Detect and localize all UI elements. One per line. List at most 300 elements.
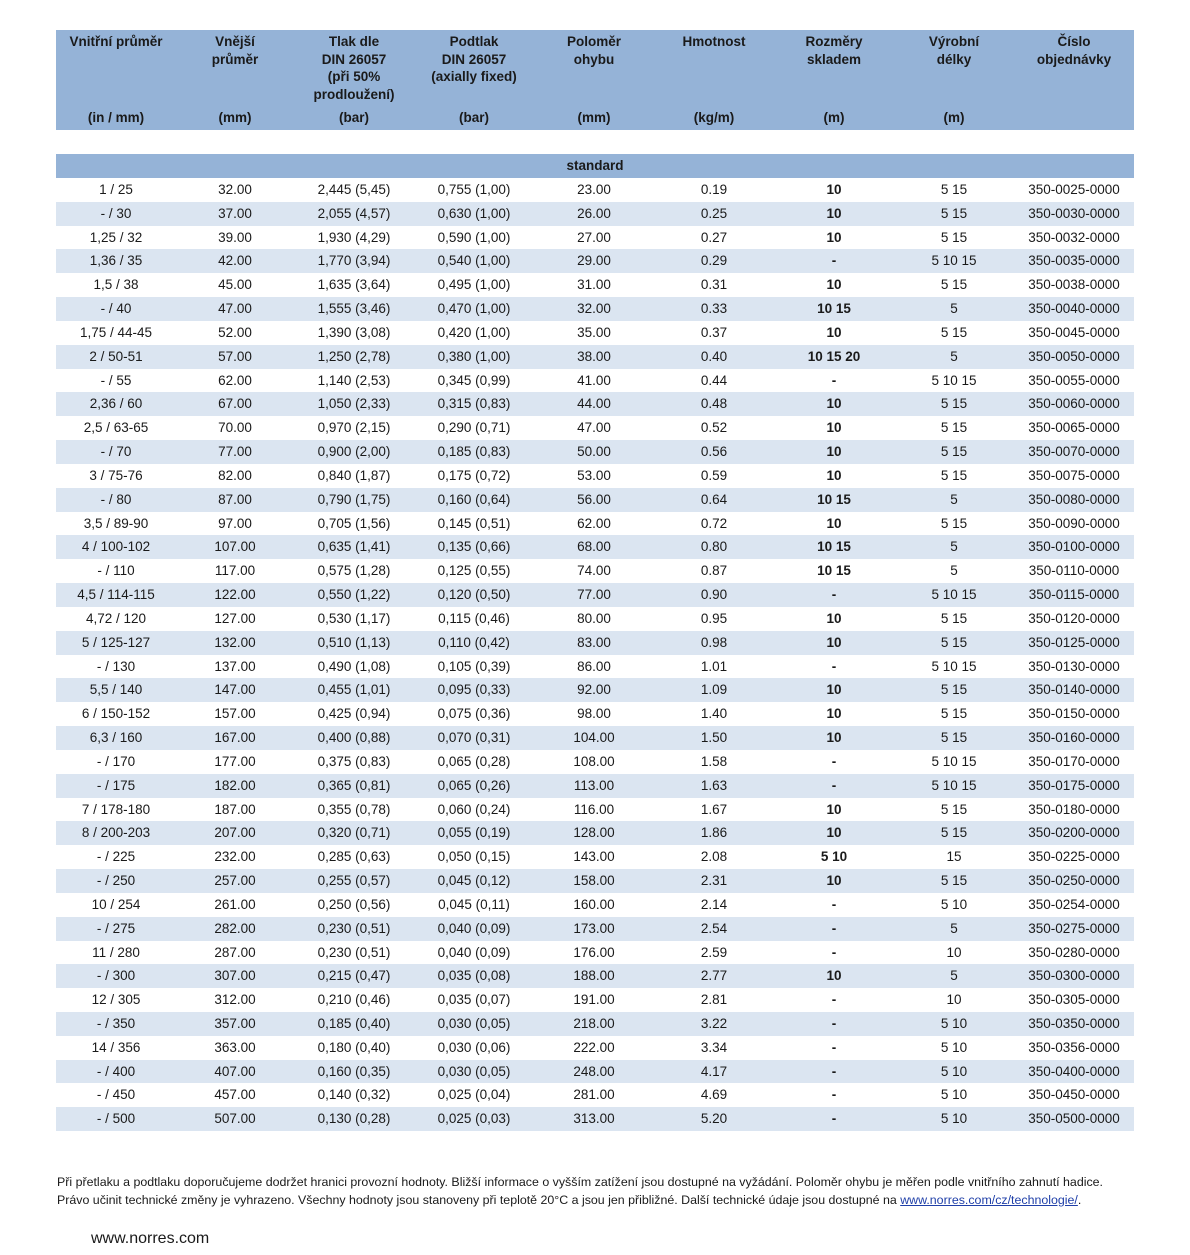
cell-bend-radius: 188.00 [573, 968, 615, 984]
cell-bend-radius: 23.00 [577, 182, 611, 197]
cell-order-number: 350-0400-0000 [1028, 1063, 1120, 1079]
cell-vacuum: 0,380 (1,00) [437, 348, 511, 364]
table-row [56, 440, 1134, 464]
cell-stock-sizes: 10 15 [817, 491, 851, 507]
cell-production-lengths: 5 [950, 491, 958, 507]
cell-order-number: 350-0032-0000 [1028, 229, 1120, 245]
cell-outer-diameter: 45.00 [218, 277, 252, 293]
table-row [56, 178, 1134, 202]
cell-bend-radius: 29.00 [577, 253, 611, 269]
table-row [56, 726, 1134, 750]
header-inner-diameter [56, 30, 176, 130]
cell-pressure: 0,160 (0,35) [317, 1063, 391, 1079]
cell-order-number: 350-0030-0000 [1028, 205, 1120, 221]
cell-production-lengths: 5 10 [940, 1039, 968, 1055]
cell-inner-diameter: - / 175 [96, 777, 136, 793]
cell-outer-diameter: 407.00 [214, 1063, 256, 1079]
cell-weight: 0.56 [700, 444, 728, 460]
cell-bend-radius: 313.00 [573, 1111, 615, 1127]
cell-inner-diameter: 2,36 / 60 [89, 396, 143, 412]
cell-production-lengths: 5 15 [940, 730, 968, 746]
cell-outer-diameter: 47.00 [218, 301, 252, 317]
cell-stock-sizes: - [831, 1015, 837, 1031]
cell-vacuum: 0,495 (1,00) [437, 277, 511, 293]
cell-bend-radius: 32.00 [577, 301, 611, 317]
cell-stock-sizes: - [831, 753, 837, 769]
cell-stock-sizes: 10 15 [817, 301, 851, 317]
cell-weight: 1.67 [700, 801, 728, 817]
table-row [56, 1012, 1134, 1036]
cell-weight: 0.25 [700, 205, 728, 221]
cell-pressure: 0,510 (1,13) [317, 634, 391, 650]
table-row [56, 607, 1134, 631]
cell-vacuum: 0,145 (0,51) [437, 515, 511, 531]
cell-stock-sizes: - [831, 992, 837, 1008]
cell-production-lengths: 5 10 [940, 1063, 968, 1079]
cell-stock-sizes: - [831, 944, 837, 960]
header-unit: (mm) [577, 110, 611, 125]
table-row [56, 273, 1134, 297]
table-row [56, 1036, 1134, 1060]
cell-weight: 2.59 [700, 944, 728, 960]
cell-outer-diameter: 107.00 [214, 539, 256, 555]
cell-outer-diameter: 457.00 [214, 1087, 256, 1103]
cell-vacuum: 0,030 (0,05) [437, 1015, 511, 1031]
cell-bend-radius: 41.00 [577, 372, 611, 388]
header-production-lengths [894, 30, 1014, 130]
cell-vacuum: 0,045 (0,11) [438, 896, 510, 912]
cell-inner-diameter: 5,5 / 140 [89, 682, 143, 698]
cell-order-number: 350-0050-0000 [1028, 348, 1120, 364]
cell-order-number: 350-0080-0000 [1028, 491, 1120, 507]
cell-production-lengths: 5 [950, 563, 958, 579]
table-row [56, 392, 1134, 416]
cell-production-lengths: 5 15 [940, 229, 968, 245]
cell-production-lengths: 5 10 15 [931, 777, 977, 793]
header-unit: (kg/m) [693, 110, 735, 125]
table-row [56, 297, 1134, 321]
header-stock-sizes [774, 30, 894, 130]
cell-bend-radius: 281.00 [573, 1087, 615, 1103]
cell-bend-radius: 128.00 [573, 825, 615, 841]
cell-outer-diameter: 70.00 [218, 420, 252, 436]
cell-weight: 0.48 [700, 396, 728, 412]
header-order-number [1014, 30, 1134, 130]
cell-stock-sizes: 10 [826, 420, 842, 436]
cell-stock-sizes: 10 [826, 229, 842, 245]
table-row [56, 893, 1134, 917]
table-row [56, 321, 1134, 345]
header-unit: (mm) [218, 110, 252, 125]
cell-order-number: 350-0038-0000 [1028, 277, 1120, 293]
cell-vacuum: 0,070 (0,31) [437, 730, 511, 746]
cell-vacuum: 0,105 (0,39) [437, 658, 511, 674]
cell-stock-sizes: 10 [826, 730, 842, 746]
cell-outer-diameter: 82.00 [218, 467, 252, 483]
table-row [56, 583, 1134, 607]
table-row [56, 345, 1134, 369]
cell-bend-radius: 56.00 [577, 491, 611, 507]
cell-outer-diameter: 57.00 [218, 348, 252, 364]
cell-production-lengths: 5 15 [940, 801, 968, 817]
cell-order-number: 350-0025-0000 [1028, 182, 1120, 197]
cell-vacuum: 0,030 (0,05) [437, 1063, 511, 1079]
cell-bend-radius: 98.00 [577, 706, 611, 722]
cell-inner-diameter: - / 55 [100, 372, 132, 388]
cell-pressure: 2,445 (5,45) [317, 182, 391, 197]
cell-outer-diameter: 312.00 [214, 992, 256, 1008]
cell-weight: 4.69 [700, 1087, 728, 1103]
cell-pressure: 0,550 (1,22) [317, 587, 391, 603]
cell-outer-diameter: 52.00 [218, 324, 252, 340]
cell-stock-sizes: - [831, 777, 837, 793]
cell-pressure: 2,055 (4,57) [317, 205, 391, 221]
cell-weight: 2.31 [700, 873, 728, 889]
cell-bend-radius: 44.00 [577, 396, 611, 412]
cell-inner-diameter: 1 / 25 [99, 182, 133, 197]
cell-order-number: 350-0100-0000 [1028, 539, 1120, 555]
cell-inner-diameter: - / 30 [100, 205, 132, 221]
technology-link[interactable]: www.norres.com/cz/technologie/ [900, 1193, 1078, 1207]
cell-order-number: 350-0055-0000 [1028, 372, 1120, 388]
cell-order-number: 350-0110-0000 [1028, 563, 1120, 579]
cell-inner-diameter: - / 250 [96, 873, 136, 889]
cell-stock-sizes: - [831, 253, 837, 269]
cell-inner-diameter: 4,5 / 114-115 [77, 587, 155, 603]
table-row [56, 488, 1134, 512]
cell-weight: 0.59 [700, 467, 728, 483]
cell-outer-diameter: 507.00 [214, 1111, 256, 1127]
cell-order-number: 350-0280-0000 [1028, 944, 1120, 960]
cell-weight: 2.14 [700, 896, 728, 912]
cell-stock-sizes: 10 [826, 277, 842, 293]
header-unit: (in / mm) [87, 110, 145, 125]
cell-vacuum: 0,040 (0,09) [437, 944, 511, 960]
cell-bend-radius: 31.00 [577, 277, 611, 293]
cell-bend-radius: 176.00 [573, 944, 615, 960]
cell-order-number: 350-0045-0000 [1028, 324, 1120, 340]
cell-production-lengths: 5 15 [940, 277, 968, 293]
cell-outer-diameter: 122.00 [214, 587, 256, 603]
cell-stock-sizes: - [831, 920, 837, 936]
cell-bend-radius: 68.00 [577, 539, 611, 555]
cell-production-lengths: 5 10 [940, 896, 968, 912]
cell-order-number: 350-0170-0000 [1028, 753, 1120, 769]
cell-order-number: 350-0040-0000 [1028, 301, 1120, 317]
cell-bend-radius: 113.00 [573, 777, 615, 793]
cell-bend-radius: 77.00 [577, 587, 611, 603]
cell-inner-diameter: 1,36 / 35 [89, 253, 143, 269]
cell-inner-diameter: 3,5 / 89-90 [83, 515, 149, 531]
cell-weight: 0.27 [700, 229, 728, 245]
cell-inner-diameter: 8 / 200-203 [81, 825, 151, 841]
cell-production-lengths: 5 15 [940, 182, 968, 197]
cell-order-number: 350-0065-0000 [1028, 420, 1120, 436]
cell-vacuum: 0,065 (0,26) [437, 777, 511, 793]
table-row [56, 1107, 1134, 1131]
cell-vacuum: 0,315 (0,83) [437, 396, 511, 412]
table-row [56, 464, 1134, 488]
cell-vacuum: 0,135 (0,66) [437, 539, 511, 555]
cell-pressure: 0,365 (0,81) [317, 777, 391, 793]
cell-inner-diameter: - / 130 [96, 658, 136, 674]
cell-production-lengths: 5 10 15 [931, 587, 977, 603]
cell-vacuum: 0,175 (0,72) [437, 467, 511, 483]
cell-inner-diameter: 2 / 50-51 [89, 348, 143, 364]
cell-stock-sizes: 10 [826, 873, 842, 889]
cell-weight: 0.29 [700, 253, 728, 269]
cell-stock-sizes: 10 [826, 467, 842, 483]
cell-order-number: 350-0350-0000 [1028, 1015, 1120, 1031]
cell-production-lengths: 10 [946, 944, 962, 960]
cell-production-lengths: 5 [950, 301, 958, 317]
header-title: Tlak dle DIN 26057 (při 50% prodloužení) [313, 34, 395, 102]
cell-outer-diameter: 67.00 [218, 396, 252, 412]
cell-inner-diameter: - / 450 [96, 1087, 136, 1103]
cell-stock-sizes: 10 [826, 610, 842, 626]
header-unit: (bar) [459, 110, 489, 125]
cell-weight: 0.40 [700, 348, 728, 364]
cell-stock-sizes: 10 [826, 825, 842, 841]
cell-inner-diameter: - / 500 [96, 1111, 136, 1127]
cell-stock-sizes: - [831, 1063, 837, 1079]
cell-vacuum: 0,125 (0,55) [437, 563, 511, 579]
header-title: Hmotnost [682, 34, 746, 49]
cell-bend-radius: 26.00 [577, 205, 611, 221]
cell-bend-radius: 116.00 [573, 801, 615, 817]
table-row [56, 774, 1134, 798]
data-table-body [56, 178, 1134, 1131]
cell-vacuum: 0,540 (1,00) [437, 253, 511, 269]
cell-inner-diameter: - / 70 [100, 444, 132, 460]
cell-outer-diameter: 39.00 [218, 229, 252, 245]
header-unit: (m) [823, 110, 845, 125]
cell-inner-diameter: 7 / 178-180 [81, 801, 151, 817]
cell-production-lengths: 5 10 [940, 1087, 968, 1103]
cell-inner-diameter: - / 275 [96, 920, 136, 936]
table-row [56, 988, 1134, 1012]
cell-inner-diameter: - / 400 [96, 1063, 136, 1079]
cell-inner-diameter: 4,72 / 120 [85, 610, 147, 626]
header-unit: (bar) [339, 110, 369, 125]
cell-inner-diameter: 6,3 / 160 [89, 730, 143, 746]
cell-bend-radius: 248.00 [573, 1063, 615, 1079]
cell-stock-sizes: - [831, 658, 837, 674]
cell-outer-diameter: 357.00 [214, 1015, 256, 1031]
cell-pressure: 0,705 (1,56) [317, 515, 391, 531]
cell-stock-sizes: 10 15 [817, 539, 851, 555]
cell-weight: 0.33 [700, 301, 728, 317]
table-row [56, 869, 1134, 893]
cell-weight: 1.86 [700, 825, 728, 841]
cell-stock-sizes: 10 [826, 324, 842, 340]
cell-vacuum: 0,110 (0,42) [438, 634, 510, 650]
cell-vacuum: 0,060 (0,24) [437, 801, 511, 817]
cell-production-lengths: 5 15 [940, 825, 968, 841]
cell-order-number: 350-0090-0000 [1028, 515, 1120, 531]
table-row [56, 369, 1134, 393]
header-bend-radius [534, 30, 654, 130]
cell-inner-diameter: 1,25 / 32 [89, 229, 143, 245]
cell-production-lengths: 5 15 [940, 444, 968, 460]
cell-stock-sizes: 10 [826, 968, 842, 984]
cell-weight: 0.90 [700, 587, 728, 603]
cell-bend-radius: 27.00 [577, 229, 611, 245]
website-label: www.norres.com [91, 1230, 210, 1247]
table-row [56, 845, 1134, 869]
cell-outer-diameter: 157.00 [214, 706, 256, 722]
cell-production-lengths: 5 [950, 348, 958, 364]
cell-stock-sizes: 10 [826, 205, 842, 221]
cell-bend-radius: 173.00 [573, 920, 615, 936]
cell-stock-sizes: 10 [826, 706, 842, 722]
cell-pressure: 0,285 (0,63) [317, 849, 391, 865]
cell-bend-radius: 83.00 [577, 634, 611, 650]
header-weight [654, 30, 774, 130]
cell-bend-radius: 222.00 [573, 1039, 615, 1055]
cell-pressure: 0,185 (0,40) [317, 1015, 391, 1031]
cell-vacuum: 0,035 (0,07) [437, 992, 511, 1008]
cell-pressure: 0,970 (2,15) [317, 420, 391, 436]
cell-pressure: 0,635 (1,41) [317, 539, 391, 555]
cell-vacuum: 0,040 (0,09) [437, 920, 511, 936]
cell-production-lengths: 5 15 [940, 873, 968, 889]
table-row [56, 821, 1134, 845]
cell-production-lengths: 5 15 [940, 682, 968, 698]
cell-production-lengths: 5 15 [940, 420, 968, 436]
cell-order-number: 350-0060-0000 [1028, 396, 1120, 412]
table-row [56, 559, 1134, 583]
cell-outer-diameter: 87.00 [218, 491, 252, 507]
cell-outer-diameter: 137.00 [214, 658, 256, 674]
cell-production-lengths: 5 10 15 [931, 658, 977, 674]
cell-inner-diameter: 1,75 / 44-45 [79, 324, 153, 340]
cell-stock-sizes: 10 [826, 396, 842, 412]
cell-weight: 3.34 [700, 1039, 728, 1055]
cell-pressure: 0,250 (0,56) [317, 896, 391, 912]
cell-weight: 1.63 [700, 777, 728, 793]
header-title: Vnitřní průměr [69, 34, 163, 49]
cell-inner-diameter: 12 / 305 [91, 992, 141, 1008]
header-outer-diameter [176, 30, 294, 130]
cell-weight: 2.77 [700, 968, 728, 984]
table-row [56, 202, 1134, 226]
table-row [56, 512, 1134, 536]
cell-stock-sizes: 10 [826, 444, 842, 460]
cell-order-number: 350-0175-0000 [1028, 777, 1120, 793]
table-row [56, 702, 1134, 726]
header-title: Číslo objednávky [1036, 34, 1112, 67]
cell-vacuum: 0,025 (0,04) [437, 1087, 511, 1103]
cell-pressure: 0,230 (0,51) [317, 944, 391, 960]
cell-vacuum: 0,120 (0,50) [437, 587, 511, 603]
cell-order-number: 350-0160-0000 [1028, 730, 1120, 746]
cell-weight: 0.80 [700, 539, 728, 555]
cell-weight: 0.64 [700, 491, 728, 507]
cell-outer-diameter: 287.00 [214, 944, 256, 960]
cell-pressure: 0,400 (0,88) [317, 730, 391, 746]
cell-order-number: 350-0035-0000 [1028, 253, 1120, 269]
cell-pressure: 1,050 (2,33) [317, 396, 391, 412]
cell-order-number: 350-0200-0000 [1028, 825, 1120, 841]
cell-weight: 5.20 [700, 1111, 728, 1127]
table-row [56, 535, 1134, 559]
cell-production-lengths: 15 [946, 849, 962, 865]
cell-stock-sizes: - [831, 372, 837, 388]
table-row [56, 941, 1134, 965]
cell-inner-diameter: - / 170 [96, 753, 136, 769]
cell-stock-sizes: 10 [826, 182, 842, 197]
cell-pressure: 0,840 (1,87) [317, 467, 391, 483]
cell-pressure: 1,390 (3,08) [317, 324, 391, 340]
cell-bend-radius: 104.00 [573, 730, 615, 746]
cell-outer-diameter: 132.00 [214, 634, 256, 650]
cell-inner-diameter: - / 300 [96, 968, 136, 984]
cell-inner-diameter: 10 / 254 [91, 896, 141, 912]
table-row [56, 798, 1134, 822]
cell-production-lengths: 5 [950, 968, 958, 984]
cell-pressure: 0,180 (0,40) [317, 1039, 391, 1055]
footnote-end: . [1077, 1193, 1082, 1207]
cell-inner-diameter: 4 / 100-102 [81, 539, 151, 555]
cell-bend-radius: 92.00 [577, 682, 611, 698]
cell-pressure: 0,490 (1,08) [317, 658, 391, 674]
cell-vacuum: 0,030 (0,06) [437, 1039, 511, 1055]
cell-bend-radius: 86.00 [577, 658, 611, 674]
cell-stock-sizes: 10 [826, 682, 842, 698]
cell-pressure: 1,635 (3,64) [317, 277, 391, 293]
cell-inner-diameter: 11 / 280 [92, 944, 140, 960]
cell-weight: 3.22 [700, 1015, 728, 1031]
cell-order-number: 350-0125-0000 [1028, 634, 1120, 650]
table-row [56, 249, 1134, 273]
cell-inner-diameter: 2,5 / 63-65 [83, 420, 149, 436]
cell-bend-radius: 143.00 [573, 849, 615, 865]
cell-pressure: 0,375 (0,83) [317, 753, 391, 769]
table-row [56, 1083, 1134, 1107]
cell-production-lengths: 5 10 [940, 1111, 968, 1127]
cell-order-number: 350-0150-0000 [1028, 706, 1120, 722]
cell-stock-sizes: - [831, 1039, 837, 1055]
cell-order-number: 350-0305-0000 [1028, 992, 1120, 1008]
cell-production-lengths: 5 15 [940, 324, 968, 340]
cell-stock-sizes: 10 15 20 [807, 348, 861, 364]
cell-stock-sizes: - [831, 896, 837, 912]
cell-bend-radius: 108.00 [573, 753, 615, 769]
cell-production-lengths: 5 15 [940, 396, 968, 412]
cell-production-lengths: 5 10 15 [931, 253, 977, 269]
cell-weight: 0.72 [700, 515, 728, 531]
cell-outer-diameter: 207.00 [214, 825, 256, 841]
cell-order-number: 350-0115-0000 [1028, 587, 1120, 603]
cell-inner-diameter: - / 80 [100, 491, 132, 507]
cell-pressure: 1,555 (3,46) [317, 301, 391, 317]
cell-outer-diameter: 261.00 [214, 896, 256, 912]
cell-weight: 0.95 [700, 610, 728, 626]
cell-vacuum: 0,045 (0,12) [437, 873, 511, 889]
header-title: Výrobní délky [928, 34, 980, 67]
header-title: Poloměr ohybu [566, 34, 621, 67]
cell-bend-radius: 35.00 [577, 324, 611, 340]
cell-pressure: 0,215 (0,47) [317, 968, 391, 984]
header-title: Rozměry skladem [805, 34, 863, 67]
cell-inner-diameter: 1,5 / 38 [93, 277, 139, 293]
cell-stock-sizes: 10 [826, 801, 842, 817]
table-row [56, 631, 1134, 655]
cell-vacuum: 0,035 (0,08) [437, 968, 511, 984]
cell-outer-diameter: 42.00 [218, 253, 252, 269]
cell-order-number: 350-0275-0000 [1028, 920, 1120, 936]
